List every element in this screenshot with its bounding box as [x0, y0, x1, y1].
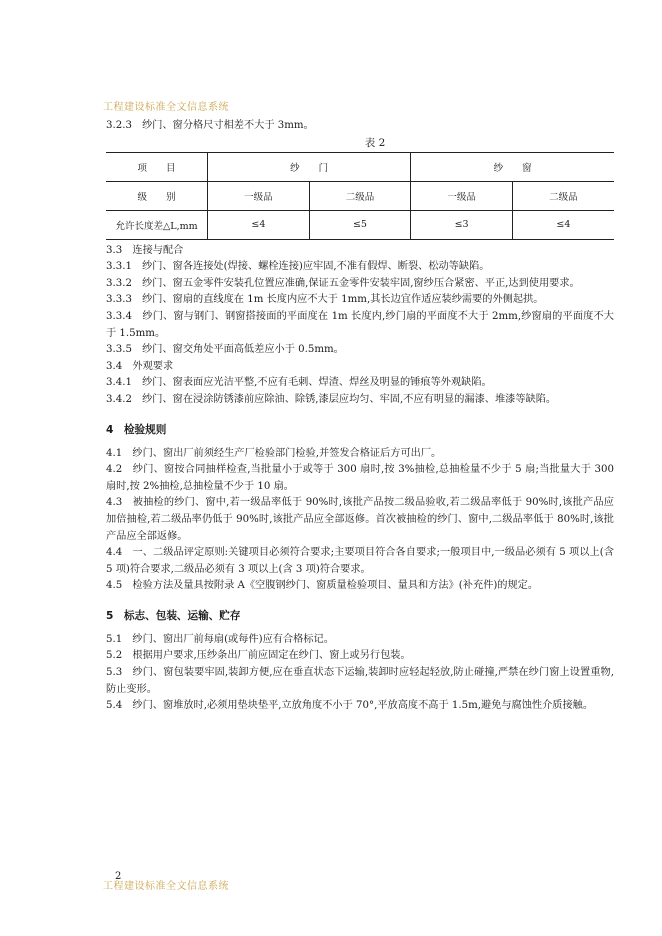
- clause-3-4-1: 3.4.1 纱门、窗表面应光洁平整,不应有毛刺、焊渣、焊丝及明显的锤痕等外观缺陷。: [106, 377, 492, 389]
- clause-5-3: 5.3 纱门、窗包装要牢固,装卸方便,应在垂直状态下运输,装卸时应轻起轻放,防止碰撞,严禁在纱门窗上设置重物,防止变形。: [106, 667, 614, 695]
- watermark-bottom: 工程建设标准全文信息系统: [103, 881, 229, 892]
- clause-3-3-1: 3.3.1 纱门、窗各连接处(焊接、螺栓连接)应牢固,不准有假焊、断裂、松动等缺陷。: [106, 261, 490, 273]
- clause-3-4-2: 3.4.2 纱门、窗在浸涂防锈漆前应除油、除锈,漆层应均匀、牢固,不应有明显的漏漆、堆漆等缺陷。: [106, 393, 557, 405]
- clause-5-4: 5.4 纱门、窗堆放时,必须用垫块垫平,立放角度不小于 70°,平放高度不高于 1.5m,避免与腐蚀性介质接触。: [106, 700, 594, 712]
- page-number: 2: [115, 871, 122, 882]
- header-window: 纱 窗: [411, 152, 614, 181]
- section-3-4-heading: 3.4 外观要求: [106, 360, 174, 372]
- clause-3-3-4: 3.3.4 纱门、窗与钢门、钢窗搭接面的平面度在 1m 长度内,纱门扇的平面度不大于 2mm,纱窗扇的平面度不大于 1.5mm。: [106, 310, 614, 339]
- tolerance-table: [106, 152, 614, 240]
- tolerance-label: 允许长度差△L,mm: [106, 210, 208, 239]
- grade-window-2: 二级品: [512, 181, 614, 210]
- clause-4-1: 4.1 纱门、窗出厂前须经生产厂检验部门检验,并签发合格证后方可出厂。: [106, 447, 442, 459]
- document-body: [106, 118, 614, 715]
- clause-5-2: 5.2 根据用户要求,压纱条出厂前应固定在纱门、窗上或另行包装。: [106, 650, 411, 662]
- grade-door-1: 一级品: [208, 181, 310, 210]
- tolerance-door-1: ≤4: [208, 210, 310, 239]
- clause-4-4: 4.4 一、二级品评定原则:关键项目必须符合要求;主要项目符合各自要求;一般项目中,一级品必须有 5 项以上(含 5 项)符合要求,二级品必须有 3 项以上(含 3 项)符合要求。: [106, 547, 614, 575]
- table-tolerance-row: [106, 210, 614, 239]
- grade-window-1: 一级品: [411, 181, 513, 210]
- clause-3-3-5: 3.3.5 纱门、窗交角处平面高低差应小于 0.5mm。: [106, 344, 344, 356]
- clause-3-3-2: 3.3.2 纱门、窗五金零件安装孔位置应准确,保证五金零件安装牢固,窗纱压合紧密、平正,达到使用要求。: [106, 277, 580, 289]
- clause-3-3-3: 3.3.3 纱门、窗扇的直线度在 1m 长度内应不大于 1mm,其长边宜作适应装纱需要的外侧起拱。: [106, 294, 544, 306]
- header-item: 项 目: [106, 152, 208, 181]
- table-caption: 表 2: [364, 136, 386, 149]
- grade-door-2: 二级品: [309, 181, 411, 210]
- tolerance-window-1: ≤3: [411, 210, 513, 239]
- clause-5-1: 5.1 纱门、窗出厂前每扇(或每件)应有合格标记。: [106, 633, 334, 645]
- tolerance-window-2: ≤4: [512, 210, 614, 239]
- clause-3-2-3: 3.2.3 纱门、窗分格尺寸相差不大于 3mm。: [106, 120, 314, 131]
- chapter-4-heading: 4 检验规则: [106, 423, 167, 436]
- clause-4-5: 4.5 检验方法及量具按附录 A《空腹钢纱门、窗质量检验项目、量具和方法》(补充件)的规定。: [106, 580, 539, 592]
- clause-4-2: 4.2 纱门、窗按合同抽样检查,当批量小于或等于 300 扇时,按 3%抽检,总抽检量不少于 5 扇;当批量大于 300 扇时,按 2%抽检,总抽检量不少于 10 扇。: [106, 464, 614, 492]
- clause-4-3: 4.3 被抽检的纱门、窗中,若一级品率低于 90%时,该批产品按二级品验收,若二级品率低于 90%时,该批产品应加倍抽检,若二级品率仍低于 90%时,该批产品应全部返修。首次被抽检的纱门、窗中,二级品率低于 80%时,该批产品应全部返修。: [106, 497, 614, 542]
- table-header-row: [106, 152, 614, 181]
- grade-label: 级 别: [106, 181, 208, 210]
- watermark-top: 工程建设标准全文信息系统: [103, 102, 229, 113]
- tolerance-door-2: ≤5: [309, 210, 411, 239]
- chapter-5-heading: 5 标志、包装、运输、贮存: [106, 609, 241, 622]
- table-grade-row: [106, 181, 614, 210]
- section-3-3-heading: 3.3 连接与配合: [106, 244, 184, 256]
- header-door: 纱 门: [208, 152, 411, 181]
